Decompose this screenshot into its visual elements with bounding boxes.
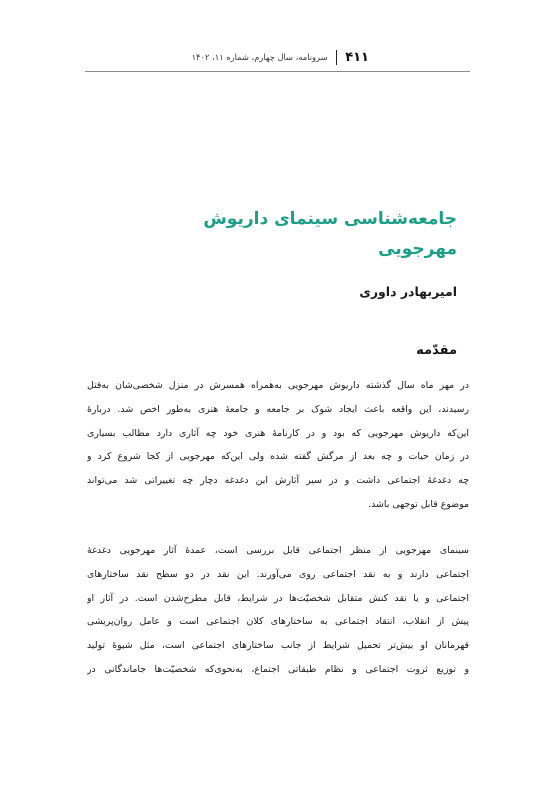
header-rule — [85, 71, 470, 72]
paragraph-line: سینمای مهرجویی از منظر اجتماعی قابل بررسی است، عمدهٔ آثار مهرجویی دغدغهٔ — [87, 545, 469, 556]
paragraph-line: و توزیع ثروت اجتماعی و نظام طبقاتی اجتماع، به‌نحوی‌که شخصیّت‌ها جاماندگانی در — [87, 663, 469, 675]
author-name: امیربهادر داوری — [359, 284, 457, 299]
page-number: ۴۱۱ — [345, 49, 369, 65]
article-title-line-2: مهرجویی — [378, 239, 457, 259]
paragraph-2 — [87, 539, 469, 682]
paragraph-line: اجتماعی و یا نقد کنش متقابل شخصیّت‌ها در شرایط، قابل مطرح‌شدن است. در آثار او — [87, 592, 469, 604]
article-title-line-1: جامعه‌شناسی سینمای داریوش — [203, 209, 457, 229]
header-separator — [336, 50, 338, 65]
section-heading: مقدّمه — [416, 343, 457, 358]
running-title: سرونامه، سال چهارم، شماره ۱۱، ۱۴۰۲ — [191, 52, 328, 62]
paragraph-line: موضوع قابل توجهی باشد. — [368, 498, 469, 510]
running-header — [186, 46, 369, 68]
paragraph-line: اجتماعی دارند و به نقد اجتماعی روی می‌آورند. این نقد در دو سطح نقد ساختارهای — [87, 568, 469, 580]
paragraph-line: پیش از انقلاب، انتقاد اجتماعی به ساختارهای کلان اجتماعی است و عامل روان‌پریشی — [87, 616, 469, 628]
paragraph-1 — [87, 374, 469, 517]
paragraph-line: چه دغدغهٔ اجتماعی داشت و در سیر آثارش این دغدغه دچار چه تغییراتی شد می‌تواند — [87, 475, 469, 487]
paragraph-line: این‌که داریوش مهرجویی که بود و در کارنامهٔ هنری خود چه آثاری دارد مطالب بسیاری — [87, 427, 469, 439]
paragraph-line: در زمان حیات و چه بعد از مرگش گفته شده ولی این‌که مهرجویی از کجا شروع کرد و — [87, 451, 469, 463]
paragraph-line: رسیدند، این واقعه باعث ایجاد شوک بر جامعه و جامعهٔ هنری به‌طور اخص شد. دربارهٔ — [87, 403, 469, 415]
paragraph-line: در مهر ماه سال گذشته داریوش مهرجویی به‌همراه همسرش در منزل شخصی‌شان به‌قتل — [87, 380, 469, 391]
article-title — [117, 204, 457, 264]
paragraph-line: قهرمانان او بیش‌تر تحمیل شرایط از جانب ساختارهای اجتماعی است، مثل شیوهٔ تولید — [87, 640, 469, 652]
